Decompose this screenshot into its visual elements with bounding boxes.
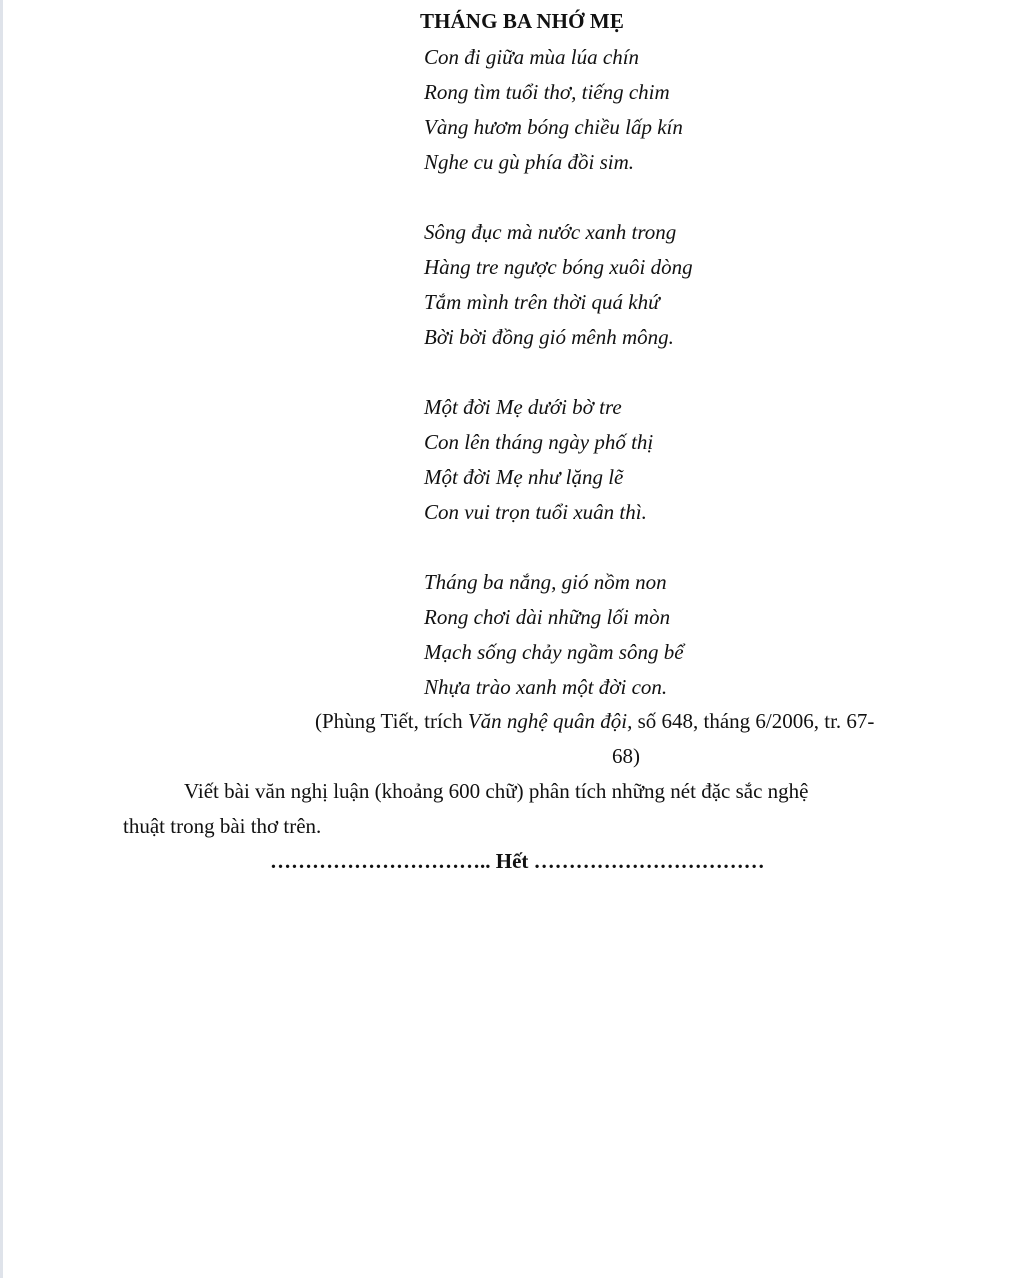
poem-line: Rong tìm tuổi thơ, tiếng chim — [424, 80, 670, 104]
source-citation — [315, 704, 955, 739]
poem-body — [424, 40, 693, 705]
source-prefix: (Phùng Tiết, trích — [315, 709, 468, 733]
poem-line: Hàng tre ngược bóng xuôi dòng — [424, 255, 693, 279]
poem-line: Nghe cu gù phía đồi sim. — [424, 150, 634, 174]
poem-line: Rong chơi dài những lối mòn — [424, 605, 671, 629]
task-instruction-line-1: Viết bài văn nghị luận (khoảng 600 chữ) phân tích những nét đặc sắc nghệ — [184, 779, 809, 803]
poem-line: Vàng hươm bóng chiều lấp kín — [424, 115, 683, 139]
end-of-document-mark: ………………………….. Hết …………………………… — [270, 849, 765, 873]
poem-stanza-1 — [424, 40, 693, 180]
poem-line: Con lên tháng ngày phố thị — [424, 430, 654, 454]
poem-stanza-2 — [424, 215, 693, 355]
poem-line: Con vui trọn tuổi xuân thì. — [424, 500, 647, 524]
poem-line: Một đời Mẹ như lặng lẽ — [424, 465, 624, 489]
poem-stanza-4 — [424, 565, 693, 705]
poem-line: Bời bời đồng gió mênh mông. — [424, 325, 674, 349]
poem-line: Tắm mình trên thời quá khứ — [424, 290, 660, 314]
source-citation-continuation: 68) — [612, 744, 640, 768]
poem-line: Mạch sống chảy ngầm sông bể — [424, 640, 684, 664]
poem-title: THÁNG BA NHỚ MẸ — [420, 9, 624, 33]
poem-line: Nhựa trào xanh một đời con. — [424, 675, 668, 699]
poem-stanza-3 — [424, 390, 693, 530]
poem-line: Một đời Mẹ dưới bờ tre — [424, 395, 622, 419]
poem-line: Sông đục mà nước xanh trong — [424, 220, 677, 244]
source-publication: Văn nghệ quân đội, — [467, 709, 633, 733]
source-suffix: số 648, tháng 6/2006, tr. 67- — [632, 709, 875, 733]
task-instruction-line-2: thuật trong bài thơ trên. — [123, 814, 322, 838]
poem-line: Con đi giữa mùa lúa chín — [424, 45, 640, 69]
poem-line: Tháng ba nắng, gió nồm non — [424, 570, 667, 594]
